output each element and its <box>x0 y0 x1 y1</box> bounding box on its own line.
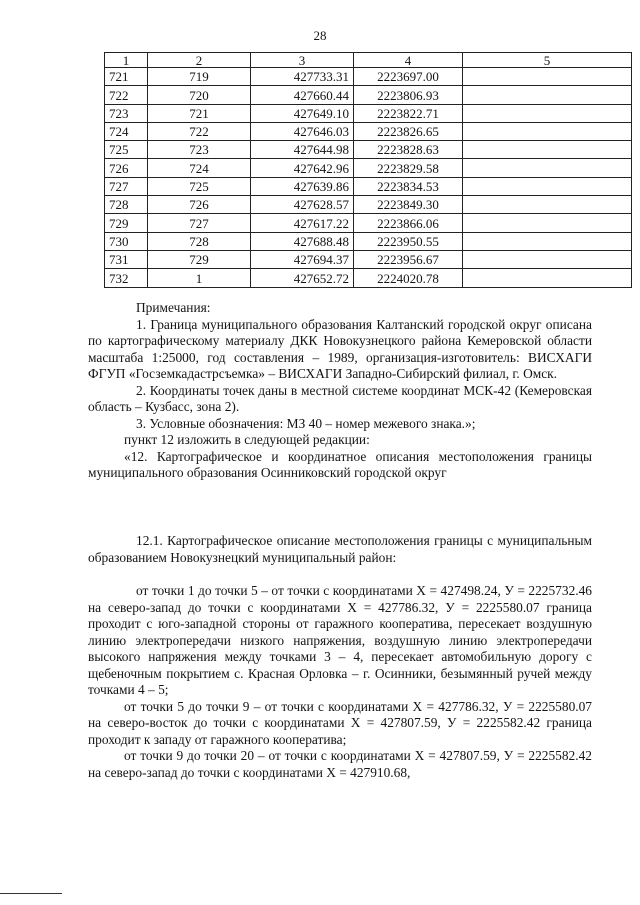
table-cell <box>463 141 632 159</box>
table-row <box>105 250 632 268</box>
table-cell <box>463 122 632 140</box>
table-cell: 727 <box>148 214 251 232</box>
boundary-description <box>88 583 592 781</box>
table-cell: 732 <box>105 269 148 287</box>
page-number: 28 <box>313 28 327 43</box>
table-cell <box>463 159 632 177</box>
table-cell: 2223828.63 <box>354 141 463 159</box>
paragraph-2: от точки 5 до точки 9 – от точки с координатами X = 427786.32, У = 2225580.07 на северо-восток до точки с координатами X = 427807.59, У = 2225582.42 граница проходит к западу от гаражного кооператива; <box>88 698 592 747</box>
table-cell: 2223834.53 <box>354 177 463 195</box>
table-cell <box>463 86 632 104</box>
table-cell: 724 <box>148 159 251 177</box>
table-cell: 2223956.67 <box>354 250 463 268</box>
table-cell: 427733.31 <box>251 68 354 86</box>
table-row <box>105 214 632 232</box>
table-row <box>105 122 632 140</box>
table-cell: 2223806.93 <box>354 86 463 104</box>
table-cell: 729 <box>148 250 251 268</box>
table-cell: 726 <box>148 196 251 214</box>
table-cell: 727 <box>105 177 148 195</box>
table-cell: 728 <box>148 232 251 250</box>
table-cell <box>463 214 632 232</box>
table-cell: 2223950.55 <box>354 232 463 250</box>
item12-title: «12. Картографическое и координатное описания местоположения границы муниципального образования Осинниковский городской округ <box>88 448 592 480</box>
table-cell: 427644.98 <box>251 141 354 159</box>
notes-heading: Примечания: <box>136 300 211 315</box>
note-2: 2. Координаты точек даны в местной системе координат МСК-42 (Кемеровская область – Кузбасс, зона 2). <box>88 382 592 414</box>
table-cell: 2224020.78 <box>354 269 463 287</box>
table-cell: 723 <box>148 141 251 159</box>
table-cell <box>463 104 632 122</box>
table-row <box>105 177 632 195</box>
table-row <box>105 86 632 104</box>
table-cell: 427652.72 <box>251 269 354 287</box>
item12-intro: пункт 12 изложить в следующей редакции: <box>124 432 370 447</box>
table-cell: 726 <box>105 159 148 177</box>
table-cell: 721 <box>105 68 148 86</box>
table-cell: 427639.86 <box>251 177 354 195</box>
table-row <box>105 104 632 122</box>
table-cell: 427617.22 <box>251 214 354 232</box>
paragraph-1: от точки 1 до точки 5 – от точки с координатами X = 427498.24, У = 2225732.46 на северо-запад до точки с координатами X = 427786.32, У = 2225580.07 граница проходит с юго-западной стороны от гаражного кооператива, пересекает воздушную линию электропередачи низкого напряжения, воздушную линию электропередачи высокого напряжения между точками 3 – 4, пересекает автомобильную дорогу с щебеночным покрытием с. Красная Орловка – г. Осинники, безымянный ручей между точками 4 – 5; <box>88 583 592 697</box>
table-cell: 2223829.58 <box>354 159 463 177</box>
table-cell: 721 <box>148 104 251 122</box>
table-cell: 723 <box>105 104 148 122</box>
column-header: 1 <box>105 53 148 68</box>
table-cell: 427660.44 <box>251 86 354 104</box>
table-cell: 725 <box>148 177 251 195</box>
table-cell: 427688.48 <box>251 232 354 250</box>
table-cell: 2223849.30 <box>354 196 463 214</box>
column-header: 2 <box>148 53 251 68</box>
table-cell: 2223826.65 <box>354 122 463 140</box>
coordinates-table <box>104 52 632 288</box>
table-cell: 722 <box>105 86 148 104</box>
table-row <box>105 68 632 86</box>
table-header-row <box>105 53 632 68</box>
table-cell: 1 <box>148 269 251 287</box>
note-3: 3. Условные обозначения: МЗ 40 – номер межевого знака.»; <box>136 415 476 431</box>
table-cell: 427694.37 <box>251 250 354 268</box>
table-row <box>105 141 632 159</box>
column-header: 4 <box>354 53 463 68</box>
table-cell: 427646.03 <box>251 122 354 140</box>
column-header: 3 <box>251 53 354 68</box>
table-cell <box>463 269 632 287</box>
table-cell: 722 <box>148 122 251 140</box>
table-cell: 720 <box>148 86 251 104</box>
table-cell: 2223866.06 <box>354 214 463 232</box>
table-cell <box>463 196 632 214</box>
column-header: 5 <box>463 53 632 68</box>
table-cell: 2223697.00 <box>354 68 463 86</box>
table-cell <box>463 250 632 268</box>
table-cell: 427649.10 <box>251 104 354 122</box>
table-row <box>105 269 632 287</box>
table-row <box>105 232 632 250</box>
footer-rule <box>0 893 62 894</box>
table-cell: 725 <box>105 141 148 159</box>
note-1: 1. Граница муниципального образования Калтанский городской округ описана по картографическому материалу ДКК Новокузнецкого района Кемеровской области масштаба 1:25000, год составления – 1989, организация-изготовитель: ВИСХАГИ ФГУП «Госземкадастрсъемка» – ВИСХАГИ Западно-Сибирский филиал, г. Омск. <box>88 316 592 381</box>
table-cell: 719 <box>148 68 251 86</box>
table-cell: 2223822.71 <box>354 104 463 122</box>
item12-1-heading: 12.1. Картографическое описание местоположения границы с муниципальным образованием Новокузнецкий муниципальный район: <box>88 533 592 565</box>
table-cell <box>463 68 632 86</box>
table-cell: 731 <box>105 250 148 268</box>
table-cell <box>463 177 632 195</box>
table-cell: 427628.57 <box>251 196 354 214</box>
table-row <box>105 196 632 214</box>
table-cell: 730 <box>105 232 148 250</box>
table-cell: 427642.96 <box>251 159 354 177</box>
notes-section <box>88 300 592 482</box>
table-cell: 729 <box>105 214 148 232</box>
table-row <box>105 159 632 177</box>
table-cell <box>463 232 632 250</box>
table-cell: 728 <box>105 196 148 214</box>
section-12-1 <box>88 533 592 566</box>
paragraph-3: от точки 9 до точки 20 – от точки с координатами X = 427807.59, У = 2225582.42 на северо-запад до точки с координатами X = 427910.68, <box>88 748 592 780</box>
table-cell: 724 <box>105 122 148 140</box>
